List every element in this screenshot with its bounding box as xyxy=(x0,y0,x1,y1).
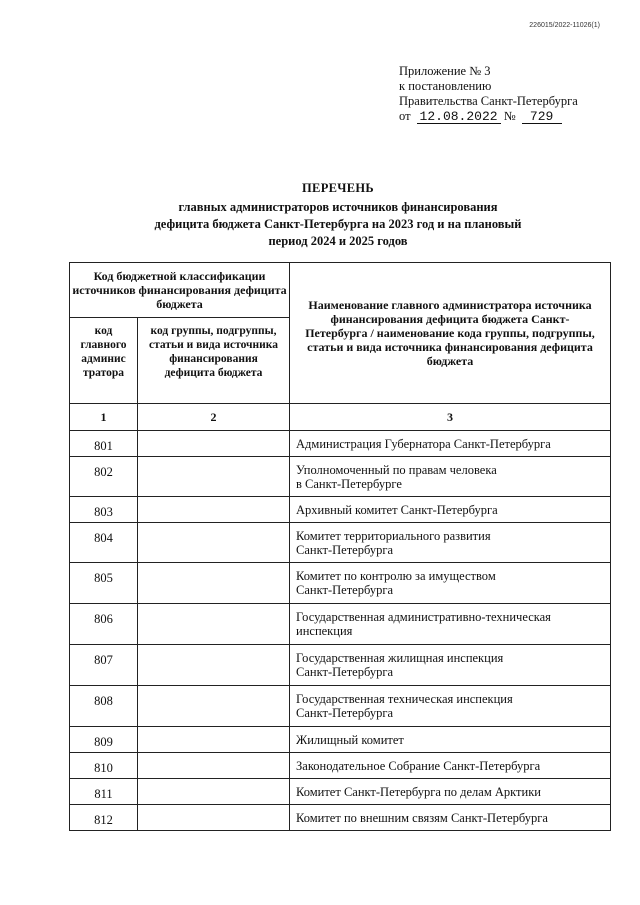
group-code xyxy=(138,686,290,727)
admin-code: 811 xyxy=(70,779,138,805)
title-line1: главных администраторов источников финансирования xyxy=(178,200,498,214)
header-classification-code: Код бюджетной классификации источников финансирования дефицита бюджета xyxy=(70,263,290,318)
admin-code: 809 xyxy=(70,727,138,753)
admin-name xyxy=(290,645,611,686)
admin-name-line1: Комитет по внешним связям Санкт-Петербурга xyxy=(296,811,548,825)
admin-name-line1: Архивный комитет Санкт-Петербурга xyxy=(296,503,498,517)
table-row xyxy=(70,431,611,457)
document-id: 226015/2022-11026(1) xyxy=(529,22,600,29)
table-row xyxy=(70,753,611,779)
admin-name xyxy=(290,805,611,831)
resolution-date: 12.08.2022 xyxy=(417,110,501,124)
group-code xyxy=(138,563,290,604)
admin-name-line1: Законодательное Собрание Санкт-Петербурга xyxy=(296,759,541,773)
admin-code: 802 xyxy=(70,457,138,497)
admin-code: 801 xyxy=(70,431,138,457)
admin-name-line1: Администрация Губернатора Санкт-Петербурга xyxy=(296,437,551,451)
table-row xyxy=(70,497,611,523)
resolution-number: 729 xyxy=(522,110,562,124)
table-row xyxy=(70,727,611,753)
admin-name xyxy=(290,686,611,727)
table-row xyxy=(70,686,611,727)
admin-code: 804 xyxy=(70,523,138,563)
from-label: от xyxy=(399,109,411,123)
admin-name xyxy=(290,523,611,563)
header-administrator-name: Наименование главного администратора источника финансирования дефицита бюджета Санкт-Петербурга / наименование кода группы, подгруппы, статьи и вида источника финансирования дефицита бюджета xyxy=(290,263,611,404)
admin-code: 807 xyxy=(70,645,138,686)
table-row xyxy=(70,523,611,563)
admin-name-line2: Санкт-Петербурга xyxy=(296,706,394,720)
group-code xyxy=(138,431,290,457)
admin-name-line1: Комитет по контролю за имуществом xyxy=(296,569,496,583)
header-admin-code: код главного админис тратора xyxy=(70,318,138,404)
table-row xyxy=(70,457,611,497)
admin-code: 812 xyxy=(70,805,138,831)
admin-name-line2: инспекция xyxy=(296,624,353,638)
admin-name-line2: Санкт-Петербурга xyxy=(296,543,394,557)
admin-name xyxy=(290,604,611,645)
group-code xyxy=(138,497,290,523)
group-code xyxy=(138,779,290,805)
table-row xyxy=(70,645,611,686)
admin-name-line2: в Санкт-Петербурге xyxy=(296,477,402,491)
title-line2: дефицита бюджета Санкт-Петербурга на 2023 год и на плановый xyxy=(154,217,522,231)
admin-name-line1: Уполномоченный по правам человека xyxy=(296,463,497,477)
group-code xyxy=(138,604,290,645)
admin-name xyxy=(290,753,611,779)
admin-name xyxy=(290,563,611,604)
admin-code: 805 xyxy=(70,563,138,604)
table-row xyxy=(70,779,611,805)
admin-name-line1: Жилищный комитет xyxy=(296,733,404,747)
admin-name-line1: Комитет Санкт-Петербурга по делам Арктики xyxy=(296,785,541,799)
group-code xyxy=(138,805,290,831)
admin-name-line2: Санкт-Петербурга xyxy=(296,583,394,597)
table-row xyxy=(70,604,611,645)
number-label: № xyxy=(503,109,516,123)
appendix-block xyxy=(399,64,578,124)
admin-name-line1: Государственная жилищная инспекция xyxy=(296,651,504,665)
title-line3: период 2024 и 2025 годов xyxy=(268,234,408,248)
group-code xyxy=(138,753,290,779)
administrators-table xyxy=(69,262,611,831)
admin-name-line1: Государственная техническая инспекция xyxy=(296,692,513,706)
table-row xyxy=(70,805,611,831)
column-number-2: 2 xyxy=(138,404,290,431)
group-code xyxy=(138,645,290,686)
column-number-1: 1 xyxy=(70,404,138,431)
admin-code: 808 xyxy=(70,686,138,727)
group-code xyxy=(138,457,290,497)
appendix-line3: Правительства Санкт-Петербурга xyxy=(399,94,578,108)
table-row xyxy=(70,563,611,604)
appendix-date-line xyxy=(399,109,578,124)
title-heading: ПЕРЕЧЕНЬ xyxy=(302,181,374,195)
column-number-3: 3 xyxy=(290,404,611,431)
group-code xyxy=(138,727,290,753)
admin-name xyxy=(290,779,611,805)
admin-name xyxy=(290,497,611,523)
admin-code: 803 xyxy=(70,497,138,523)
admin-name xyxy=(290,727,611,753)
admin-code: 806 xyxy=(70,604,138,645)
admin-name-line1: Комитет территориального развития xyxy=(296,529,491,543)
admin-name-line2: Санкт-Петербурга xyxy=(296,665,394,679)
admin-name xyxy=(290,457,611,497)
appendix-line2: к постановлению xyxy=(399,79,492,93)
admin-code: 810 xyxy=(70,753,138,779)
admin-name xyxy=(290,431,611,457)
appendix-line1: Приложение № 3 xyxy=(399,64,491,78)
header-group-code: код группы, подгруппы, статьи и вида источника финансирования дефицита бюджета xyxy=(138,318,290,404)
document-title xyxy=(60,180,616,250)
admin-name-line1: Государственная административно-техническая xyxy=(296,610,551,624)
group-code xyxy=(138,523,290,563)
